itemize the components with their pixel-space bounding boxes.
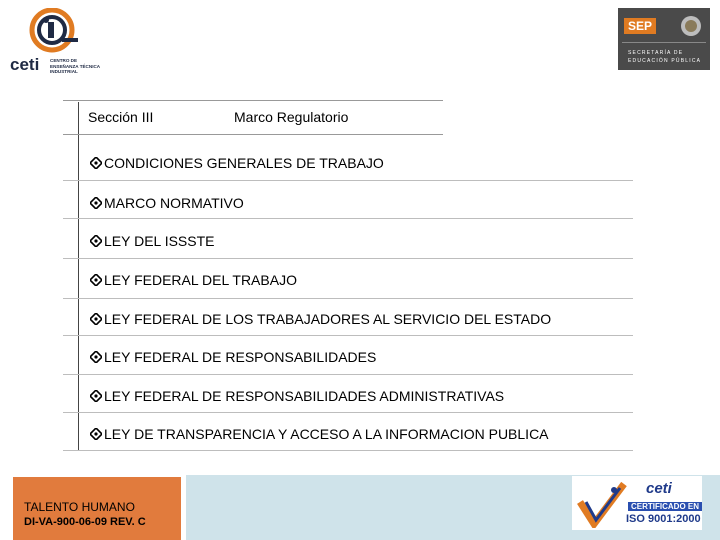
list-item bbox=[90, 426, 549, 442]
list-divider bbox=[63, 298, 633, 299]
list-item-text: CONDICIONES GENERALES DE TRABAJO bbox=[104, 155, 384, 171]
check-arrow-icon bbox=[576, 480, 628, 528]
diamond-bullet-icon bbox=[90, 274, 102, 286]
ceti-emblem-icon bbox=[22, 8, 82, 56]
list-divider bbox=[63, 335, 633, 336]
list-item bbox=[90, 155, 384, 171]
header-top-rule bbox=[63, 100, 443, 101]
iso-standard-text: ISO 9001:2000 bbox=[626, 513, 701, 525]
diamond-bullet-icon bbox=[90, 235, 102, 247]
list-divider bbox=[63, 450, 633, 451]
header-bottom-rule bbox=[63, 134, 443, 135]
sep-divider bbox=[622, 42, 706, 43]
list-item-text: LEY FEDERAL DEL TRABAJO bbox=[104, 272, 297, 288]
diamond-bullet-icon bbox=[90, 157, 102, 169]
list-item-text: LEY FEDERAL DE RESPONSABILIDADES ADMINISTRATIVAS bbox=[104, 388, 505, 404]
list-item bbox=[90, 233, 215, 249]
list-divider bbox=[63, 218, 633, 219]
footer-document-code: DI-VA-900-06-09 REV. C bbox=[24, 516, 146, 528]
list-item-text: LEY DEL ISSSTE bbox=[104, 233, 215, 249]
diamond-bullet-icon bbox=[90, 390, 102, 402]
list-divider bbox=[63, 374, 633, 375]
sep-line2: EDUCACIÓN PÚBLICA bbox=[628, 58, 702, 64]
iso-ceti-text: ceti bbox=[646, 480, 672, 497]
list-item-text: LEY DE TRANSPARENCIA Y ACCESO A LA INFORMACION PUBLICA bbox=[104, 426, 549, 442]
mexico-seal-icon bbox=[678, 14, 704, 38]
list-item bbox=[90, 272, 297, 288]
list-item bbox=[90, 195, 244, 211]
list-divider bbox=[63, 412, 633, 413]
diamond-bullet-icon bbox=[90, 313, 102, 325]
ceti-logo bbox=[8, 8, 108, 78]
sep-logo-text: SEP bbox=[624, 18, 656, 34]
ceti-logo-subtext: CENTRO DE ENSEÑANZA TÉCNICA INDUSTRIAL bbox=[50, 58, 100, 74]
list-item bbox=[90, 388, 504, 404]
section-label: Sección III bbox=[88, 109, 154, 125]
list-item-text: LEY FEDERAL DE RESPONSABILIDADES bbox=[104, 349, 377, 365]
diamond-bullet-icon bbox=[90, 197, 102, 209]
diamond-bullet-icon bbox=[90, 351, 102, 363]
list-item bbox=[90, 349, 376, 365]
sep-logo bbox=[618, 8, 710, 70]
list-item-text: LEY FEDERAL DE LOS TRABAJADORES AL SERVICIO DEL ESTADO bbox=[104, 311, 552, 327]
footer-department: TALENTO HUMANO bbox=[24, 500, 135, 514]
diamond-bullet-icon bbox=[90, 428, 102, 440]
list-item-text: MARCO NORMATIVO bbox=[104, 195, 244, 211]
list-divider bbox=[63, 258, 633, 259]
sep-line1: SECRETARÍA DE bbox=[628, 50, 684, 56]
iso-cert-text: CERTIFICADO EN bbox=[628, 502, 702, 511]
list-item bbox=[90, 311, 551, 327]
ceti-logo-text: ceti bbox=[10, 55, 40, 74]
vertical-rule bbox=[78, 102, 79, 450]
section-title: Marco Regulatorio bbox=[234, 109, 349, 125]
list-divider bbox=[63, 180, 633, 181]
